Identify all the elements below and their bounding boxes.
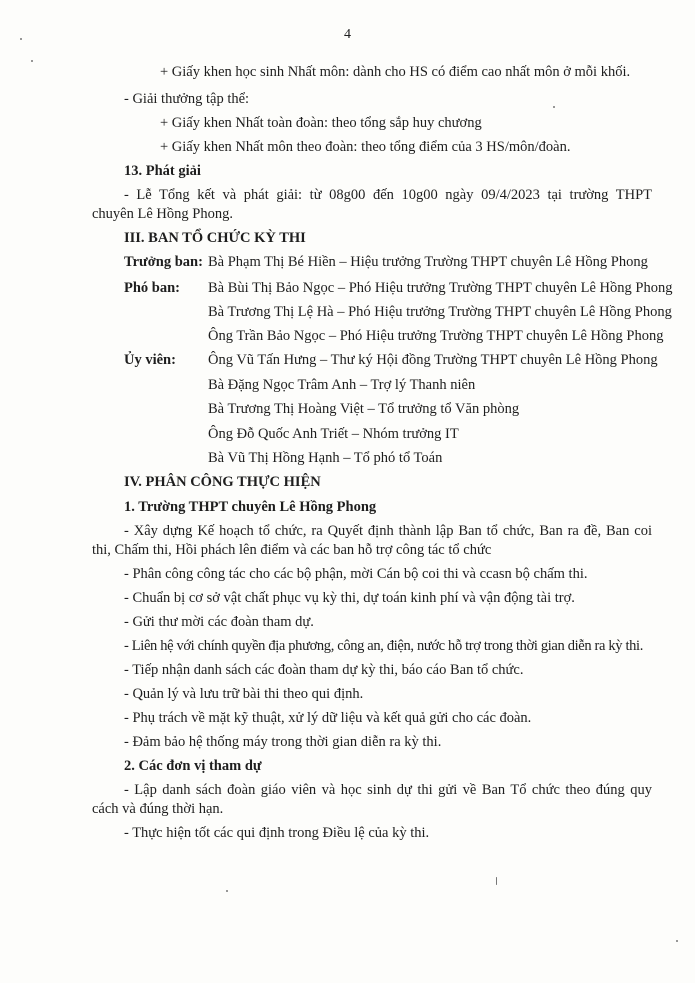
- subsection-1-title: 1. Trường THPT chuyên Lê Hồng Phong: [124, 499, 377, 515]
- scan-speck: [226, 890, 228, 892]
- sub2-first-line-1: - Lập danh sách đoàn giáo viên và học sinh dự thi gửi về Ban Tổ chức theo đúng quy: [124, 782, 652, 798]
- deputy-name: Bà Trương Thị Lệ Hà – Phó Hiệu trưởng Trường THPT chuyên Lê Hồng Phong: [208, 304, 672, 320]
- sub1-first-line-2: thi, Chấm thi, Hồi phách lên điểm và các ban hỗ trợ công tác tổ chức: [92, 542, 492, 558]
- scan-speck: [676, 940, 678, 942]
- deputy-name: Ông Trần Bảo Ngọc – Phó Hiệu trưởng Trường THPT chuyên Lê Hồng Phong: [208, 328, 664, 344]
- scan-speck: [496, 877, 497, 885]
- scan-speck: [20, 38, 22, 40]
- scan-speck: [553, 106, 555, 108]
- member-name: Ông Đỗ Quốc Anh Triết – Nhóm trưởng IT: [208, 426, 459, 442]
- collective-award-heading: - Giải thưởng tập thể:: [124, 91, 250, 107]
- sub1-item: - Liên hệ với chính quyền địa phương, công an, điện, nước hỗ trợ trong thời gian diễn ra kỳ thi.: [124, 638, 643, 654]
- section-4-title: IV. PHÂN CÔNG THỰC HIỆN: [124, 474, 321, 490]
- head-name: Bà Phạm Thị Bé Hiền – Hiệu trưởng Trường THPT chuyên Lê Hồng Phong: [208, 254, 648, 270]
- sub1-item: - Tiếp nhận danh sách các đoàn tham dự kỳ thi, báo cáo Ban tổ chức.: [124, 662, 524, 678]
- member-name: Bà Đặng Ngọc Trâm Anh – Trợ lý Thanh niên: [208, 377, 476, 393]
- section-3-title: III. BAN TỔ CHỨC KỲ THI: [124, 230, 306, 246]
- sub1-item: - Đảm bảo hệ thống máy trong thời gian diễn ra kỳ thi.: [124, 734, 442, 750]
- deputy-label: Phó ban:: [124, 280, 181, 296]
- subsection-2-title: 2. Các đơn vị tham dự: [124, 758, 262, 774]
- sub1-item: - Phụ trách về mặt kỹ thuật, xử lý dữ liệu và kết quả gửi cho các đoàn.: [124, 710, 532, 726]
- page-number: 4: [344, 27, 351, 42]
- sub2-item: - Thực hiện tốt các qui định trong Điều lệ của kỳ thi.: [124, 825, 430, 841]
- sub1-item: - Gửi thư mời các đoàn tham dự.: [124, 614, 314, 630]
- section-13-text-line-1: - Lễ Tổng kết và phát giải: từ 08g00 đến 10g00 ngày 09/4/2023 tại trường THPT: [124, 187, 652, 203]
- award-team-line: + Giấy khen Nhất toàn đoàn: theo tổng sắp huy chương: [160, 115, 482, 131]
- section-13-title: 13. Phát giải: [124, 163, 201, 179]
- member-name: Bà Vũ Thị Hồng Hạnh – Tổ phó tổ Toán: [208, 450, 443, 466]
- section-13-text-line-2: chuyên Lê Hồng Phong.: [92, 206, 233, 222]
- award-subject-line: + Giấy khen học sinh Nhất môn: dành cho HS có điểm cao nhất môn ở mỗi khối.: [160, 64, 631, 80]
- head-row: [124, 254, 648, 271]
- member-row-1: [124, 352, 658, 369]
- sub1-item: - Phân công công tác cho các bộ phận, mời Cán bộ coi thi và ccasn bộ chấm thi.: [124, 566, 588, 582]
- member-name: Bà Trương Thị Hoàng Việt – Tổ trưởng tổ Văn phòng: [208, 401, 520, 417]
- member-label: Ủy viên:: [124, 352, 176, 368]
- member-name: Ông Vũ Tấn Hưng – Thư ký Hội đồng Trường THPT chuyên Lê Hồng Phong: [208, 352, 658, 368]
- head-label: Trưởng ban:: [124, 254, 203, 270]
- sub2-first-line-2: cách và đúng thời hạn.: [92, 801, 224, 817]
- deputy-row-1: [124, 280, 672, 297]
- award-team-subject-line: + Giấy khen Nhất môn theo đoàn: theo tổng điểm của 3 HS/môn/đoàn.: [160, 139, 571, 155]
- scan-speck: [31, 60, 33, 62]
- sub1-item: - Quản lý và lưu trữ bài thi theo qui định.: [124, 686, 364, 702]
- deputy-name: Bà Bùi Thị Bảo Ngọc – Phó Hiệu trưởng Trường THPT chuyên Lê Hồng Phong: [208, 280, 673, 296]
- sub1-first-line-1: - Xây dựng Kế hoạch tổ chức, ra Quyết định thành lập Ban tổ chức, Ban ra đề, Ban coi: [124, 523, 652, 539]
- sub1-item: - Chuẩn bị cơ sở vật chất phục vụ kỳ thi, dự toán kinh phí và vận động tài trợ.: [124, 590, 575, 606]
